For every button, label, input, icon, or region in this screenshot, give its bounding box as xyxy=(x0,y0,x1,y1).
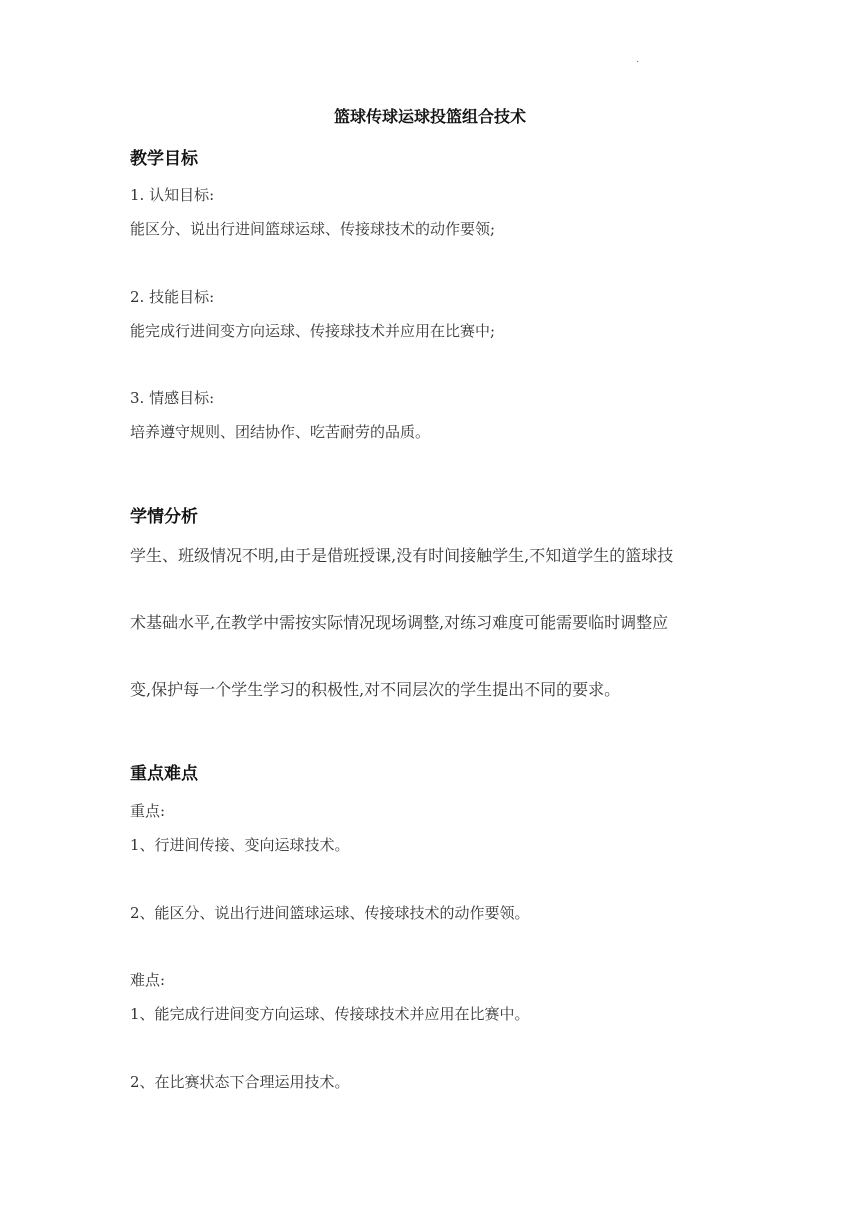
key-item: 1、行进间传接、变向运球技术。 xyxy=(130,836,350,854)
key-label: 重点: xyxy=(130,802,166,820)
analysis-paragraph-line: 变,保护每一个学生学习的积极性,对不同层次的学生提出不同的要求。 xyxy=(130,680,621,699)
affective-objective-label: 3. 情感目标: xyxy=(130,389,215,407)
document-title: 篮球传球运球投篮组合技术 xyxy=(333,109,526,126)
objectives-heading: 教学目标 xyxy=(130,149,198,168)
page-mark: · xyxy=(636,56,640,67)
analysis-heading: 学情分析 xyxy=(130,507,198,526)
key-points-heading: 重点难点 xyxy=(130,764,198,783)
skill-objective-text: 能完成行进间变方向运球、传接球技术并应用在比赛中; xyxy=(130,322,496,340)
difficult-item: 2、在比赛状态下合理运用技术。 xyxy=(130,1073,350,1091)
analysis-paragraph-line: 术基础水平,在教学中需按实际情况现场调整,对练习难度可能需要临时调整应 xyxy=(130,613,669,632)
difficult-label: 难点: xyxy=(130,971,166,989)
key-item: 2、能区分、说出行进间篮球运球、传接球技术的动作要领。 xyxy=(130,904,530,922)
skill-objective-label: 2. 技能目标: xyxy=(130,288,215,306)
difficult-item: 1、能完成行进间变方向运球、传接球技术并应用在比赛中。 xyxy=(130,1005,530,1023)
affective-objective-text: 培养遵守规则、团结协作、吃苦耐劳的品质。 xyxy=(130,423,431,441)
cognitive-objective-label: 1. 认知目标: xyxy=(130,186,215,204)
analysis-paragraph-line: 学生、班级情况不明,由于是借班授课,没有时间接触学生,不知道学生的篮球技 xyxy=(130,546,674,565)
cognitive-objective-text: 能区分、说出行进间篮球运球、传接球技术的动作要领; xyxy=(130,220,496,238)
